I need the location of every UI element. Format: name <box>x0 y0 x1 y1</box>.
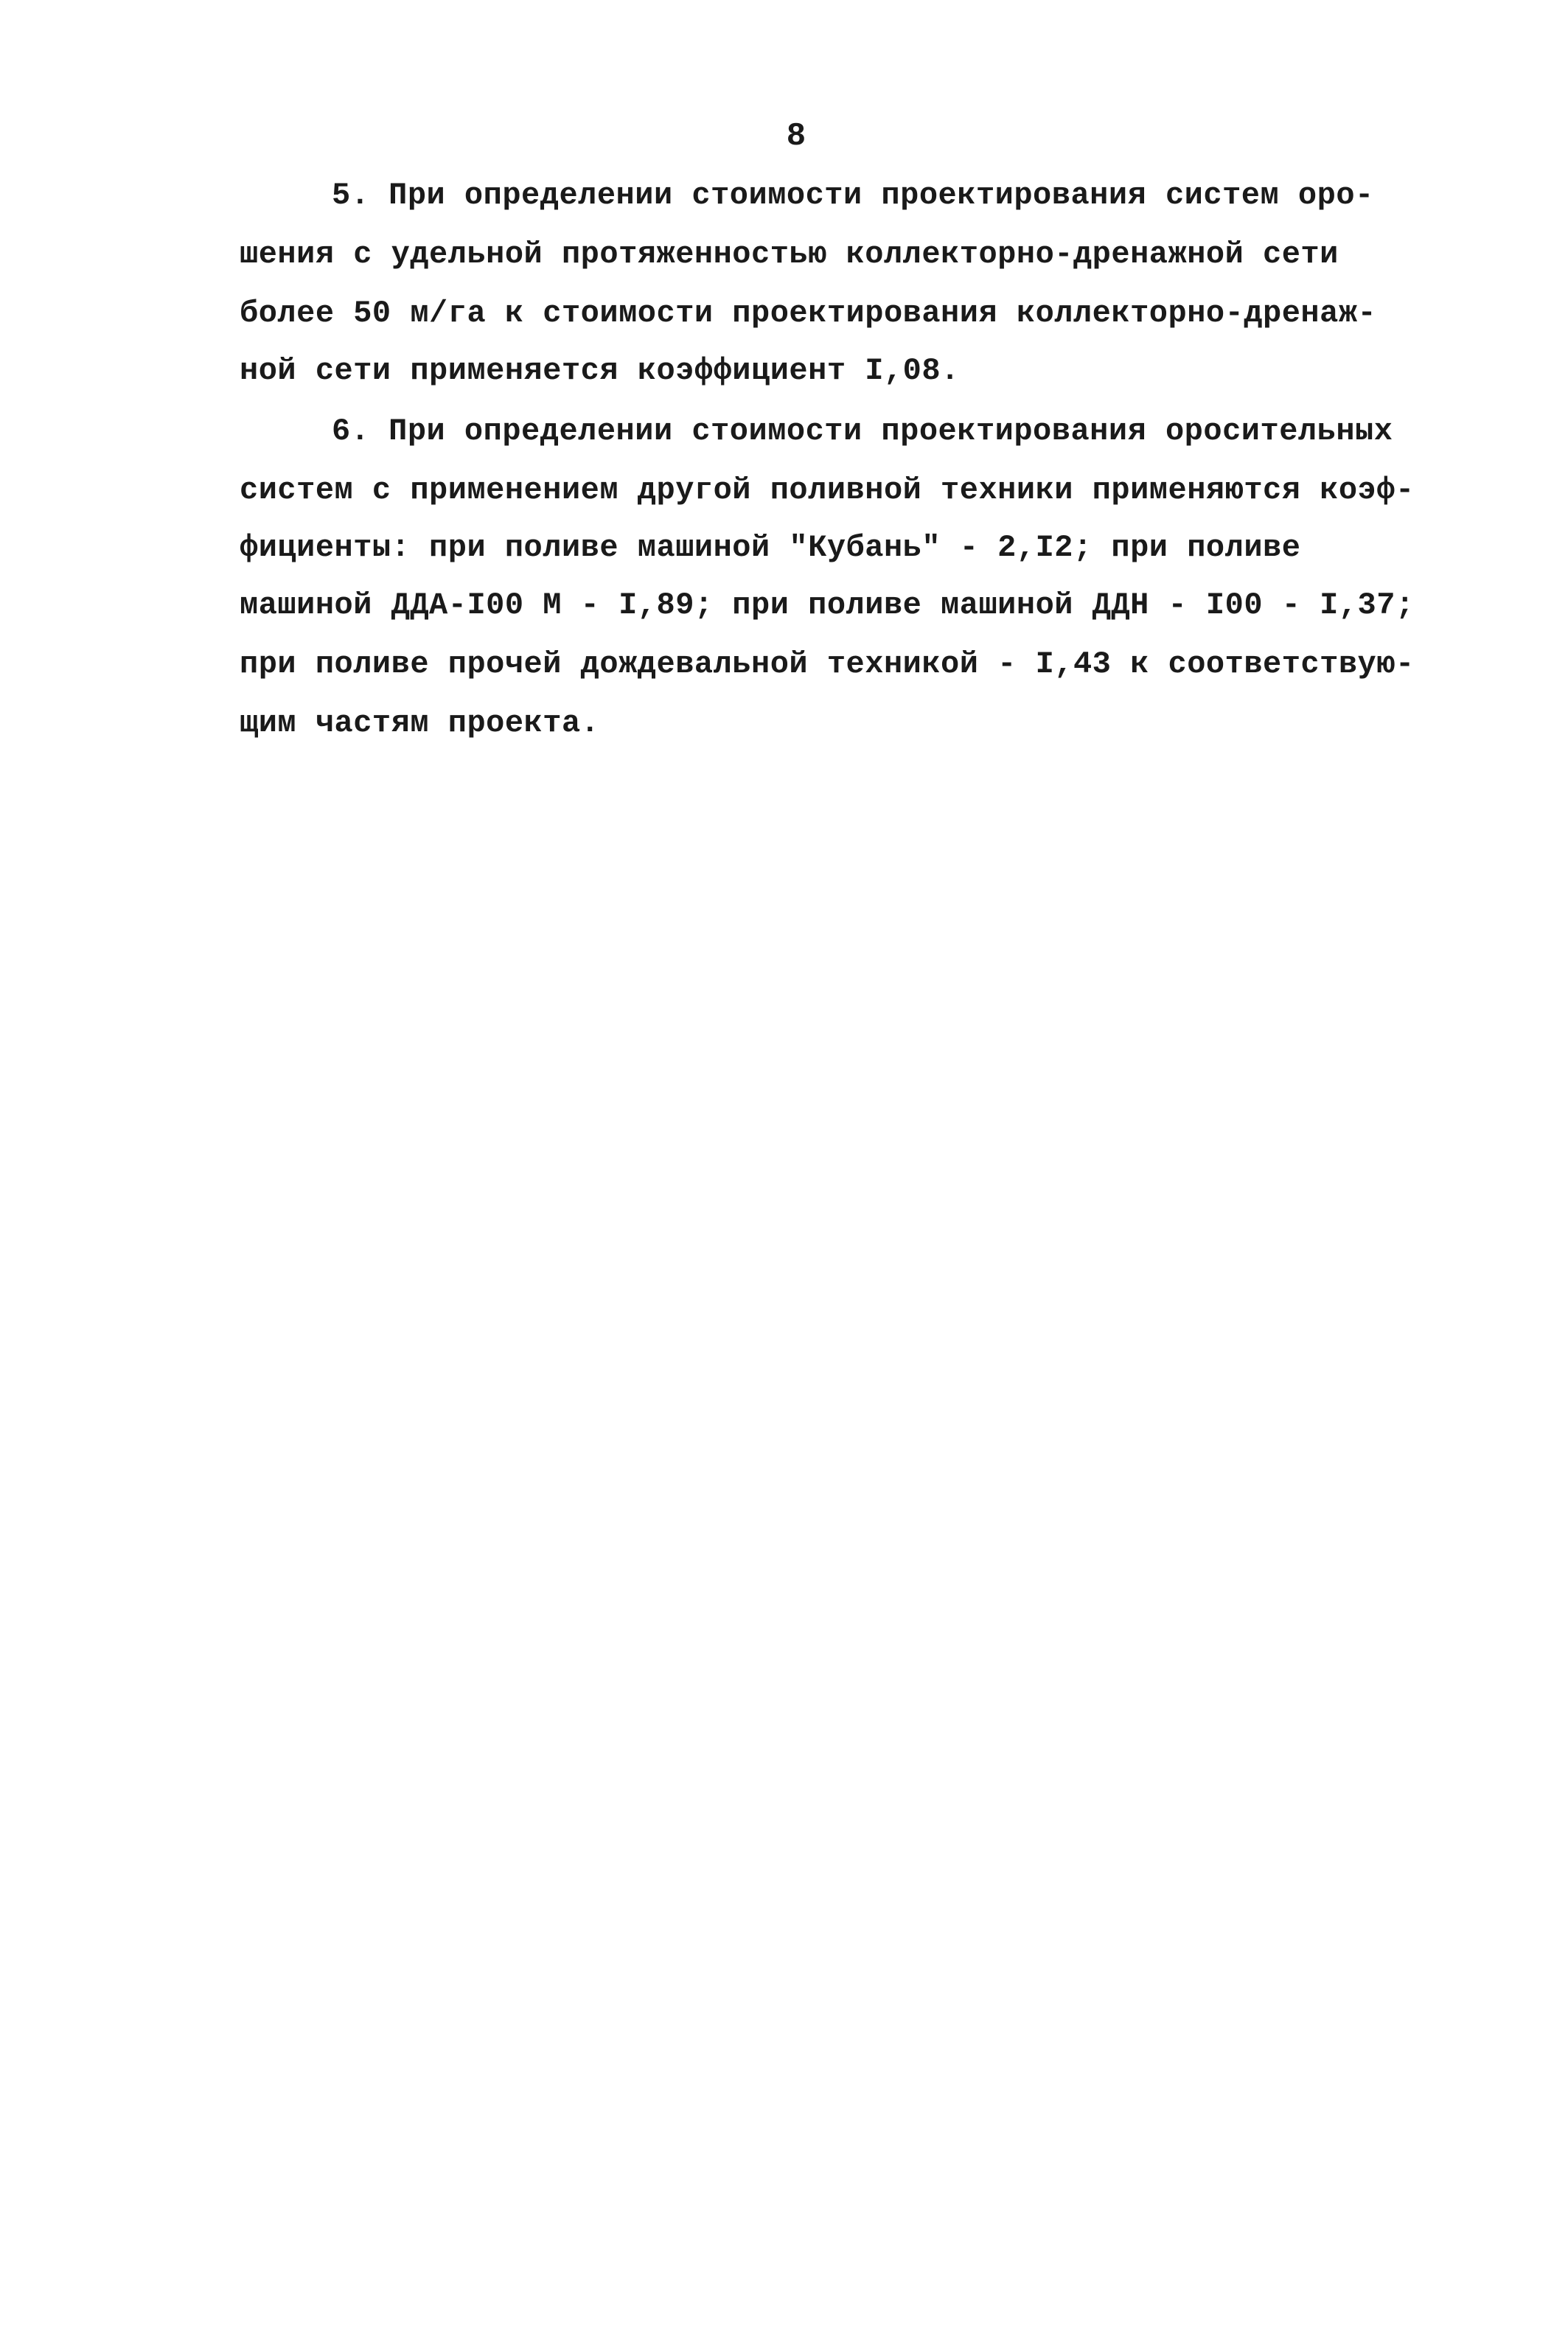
page-number: 8 <box>786 118 806 155</box>
paragraph-line: 6. При определении стоимости проектирования оросительных <box>332 414 1393 449</box>
paragraph-line: 5. При определении стоимости проектирования систем оро- <box>332 178 1374 213</box>
paragraph-line: щим частям проекта. <box>240 705 600 741</box>
paragraph-line: при поливе прочей дождевальной техникой - I,43 к соответствую- <box>240 646 1415 682</box>
paragraph-line: машиной ДДА-I00 М - I,89; при поливе машиной ДДН - I00 - I,37; <box>240 588 1415 623</box>
paragraph-line: фициенты: при поливе машиной "Кубань" - 2,I2; при поливе <box>240 530 1301 565</box>
paragraph-line: ной сети применяется коэффициент I,08. <box>240 353 960 388</box>
paragraph-line: более 50 м/га к стоимости проектирования коллекторно-дренаж- <box>240 296 1377 331</box>
paragraph-line: систем с применением другой поливной техники применяются коэф- <box>240 473 1415 508</box>
paragraph-line: шения с удельной протяженностью коллекторно-дренажной сети <box>240 237 1339 272</box>
